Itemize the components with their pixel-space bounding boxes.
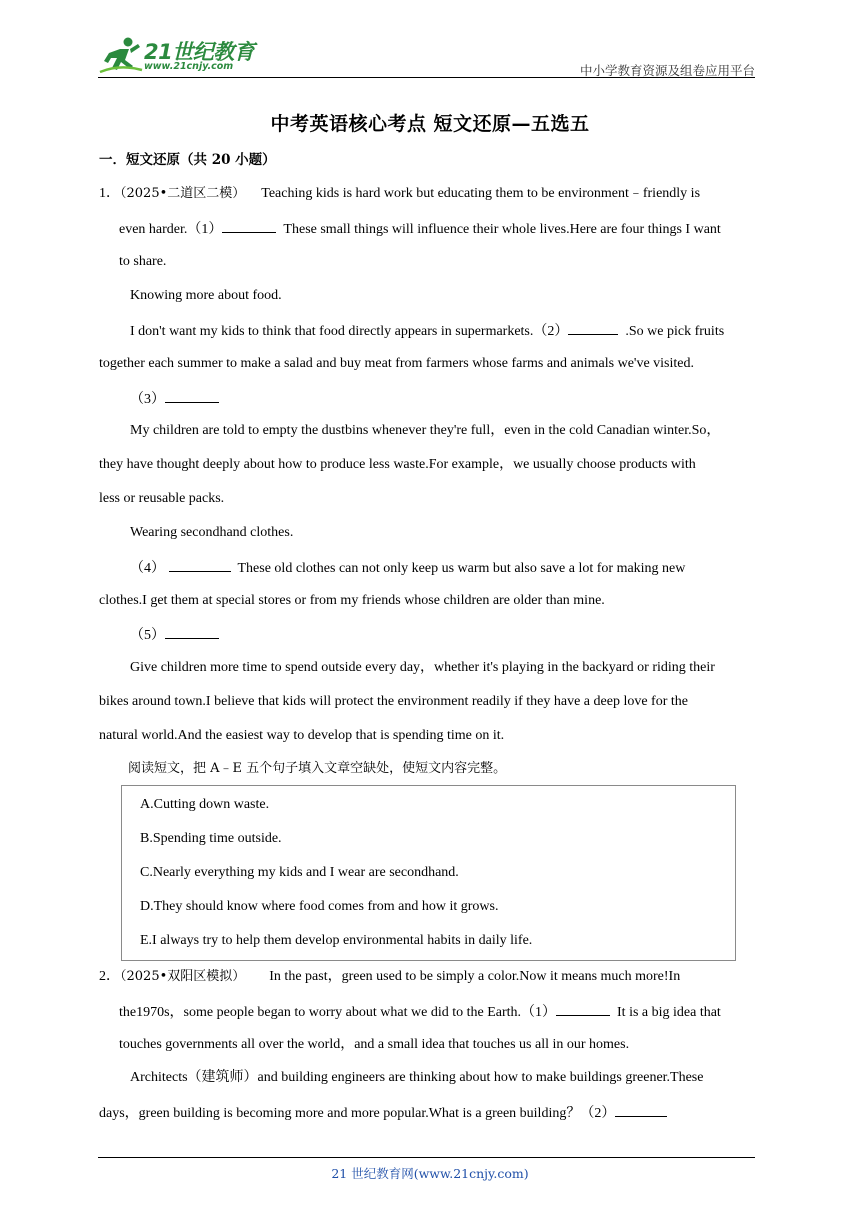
q2-line-3: touches governments all over the world，and a small idea that touches us all in our homes. bbox=[119, 1037, 630, 1052]
q1-line-1 bbox=[99, 184, 763, 204]
q2-line-1 bbox=[99, 967, 680, 987]
blank-q2-2[interactable] bbox=[615, 1102, 667, 1117]
q1-line-6: together each summer to make a salad and buy meat from farmers whose farms and animals we've visited. bbox=[99, 356, 694, 371]
blank-5[interactable] bbox=[165, 624, 219, 639]
q1-line-8: My children are told to empty the dustbins whenever they're full，even in the cold Canadian winter.So， bbox=[130, 423, 721, 438]
question-number: 2． bbox=[99, 969, 120, 984]
q1-subheading-food: Knowing more about food. bbox=[130, 288, 282, 303]
document-title: 中考英语核心考点 短文还原—五选五 bbox=[270, 113, 590, 135]
site-logo bbox=[98, 36, 268, 76]
runner-logo-icon bbox=[98, 36, 144, 76]
q1-line-14: （5） bbox=[130, 624, 219, 646]
logo-text: 21世纪教育 bbox=[144, 40, 255, 64]
q2-line-5: days，green building is becoming more and more popular.What is a green building？（2） bbox=[99, 1102, 667, 1124]
q1-subheading-clothes: Wearing secondhand clothes. bbox=[130, 525, 294, 540]
option-e: E.I always try to help them develop environmental habits in daily life. bbox=[140, 933, 533, 948]
option-b: B.Spending time outside. bbox=[140, 831, 282, 846]
logo-url: www.21cnjy.com bbox=[144, 61, 234, 72]
q1-instruction: 阅读短文，把 A﹣E 五个句子填入文章空缺处，使短文内容完整。 bbox=[128, 761, 507, 776]
option-c: C.Nearly everything my kids and I wear are secondhand. bbox=[140, 865, 459, 880]
option-d: D.They should know where food comes from and how it grows. bbox=[140, 899, 499, 914]
blank-3[interactable] bbox=[165, 388, 219, 403]
q1-line-2: even harder.（1） These small things will influence their whole lives.Here are four things I want bbox=[119, 218, 721, 240]
question-source: （2025•双阳区模拟） bbox=[120, 969, 246, 984]
blank-4[interactable] bbox=[169, 557, 231, 572]
question-source: （2025•二道区二模） bbox=[120, 186, 246, 201]
question-text: In the past，green used to be simply a color.Now it means much more!In bbox=[269, 969, 681, 984]
section-heading: 一．短文还原（共 20 小题） bbox=[99, 152, 276, 168]
footer-divider bbox=[98, 1157, 755, 1158]
q1-line-10: less or reusable packs. bbox=[99, 491, 225, 506]
q1-line-3: to share. bbox=[119, 254, 167, 269]
q1-line-12: （4） These old clothes can not only keep us warm but also save a lot for making new bbox=[130, 557, 685, 579]
q1-line-5: I don't want my kids to think that food directly appears in supermarkets.（2） .So we pick fruits bbox=[130, 320, 724, 342]
page-footer: 21 世纪教育网(www.21cnjy.com) bbox=[331, 1166, 529, 1181]
question-text: Teaching kids is hard work but educating them to be environment﹣friendly is bbox=[261, 186, 701, 201]
platform-name: 中小学教育资源及组卷应用平台 bbox=[579, 63, 755, 78]
blank-q2-1[interactable] bbox=[556, 1001, 610, 1016]
q1-line-16: bikes around town.I believe that kids will protect the environment readily if they have a deep love for the bbox=[99, 694, 688, 709]
page-header bbox=[98, 30, 755, 78]
blank-1[interactable] bbox=[222, 218, 276, 233]
option-a: A.Cutting down waste. bbox=[140, 797, 270, 812]
q2-line-2: the1970s，some people began to worry about what we did to the Earth.（1） It is a big idea that bbox=[119, 1001, 721, 1023]
q2-line-4: Architects（建筑师）and building engineers are thinking about how to make buildings greener.These bbox=[130, 1070, 704, 1085]
blank-2[interactable] bbox=[568, 320, 618, 335]
question-number: 1． bbox=[99, 186, 120, 201]
q1-line-15: Give children more time to spend outside every day，whether it's playing in the backyard or riding their bbox=[130, 660, 715, 675]
q1-line-9: they have thought deeply about how to produce less waste.For example，we usually choose products with bbox=[99, 457, 696, 472]
q1-line-7: （3） bbox=[130, 388, 219, 410]
header-divider bbox=[98, 77, 755, 78]
q1-line-17: natural world.And the easiest way to develop that is spending time on it. bbox=[99, 728, 505, 743]
q1-line-13: clothes.I get them at special stores or from my friends whose children are older than mine. bbox=[99, 593, 605, 608]
